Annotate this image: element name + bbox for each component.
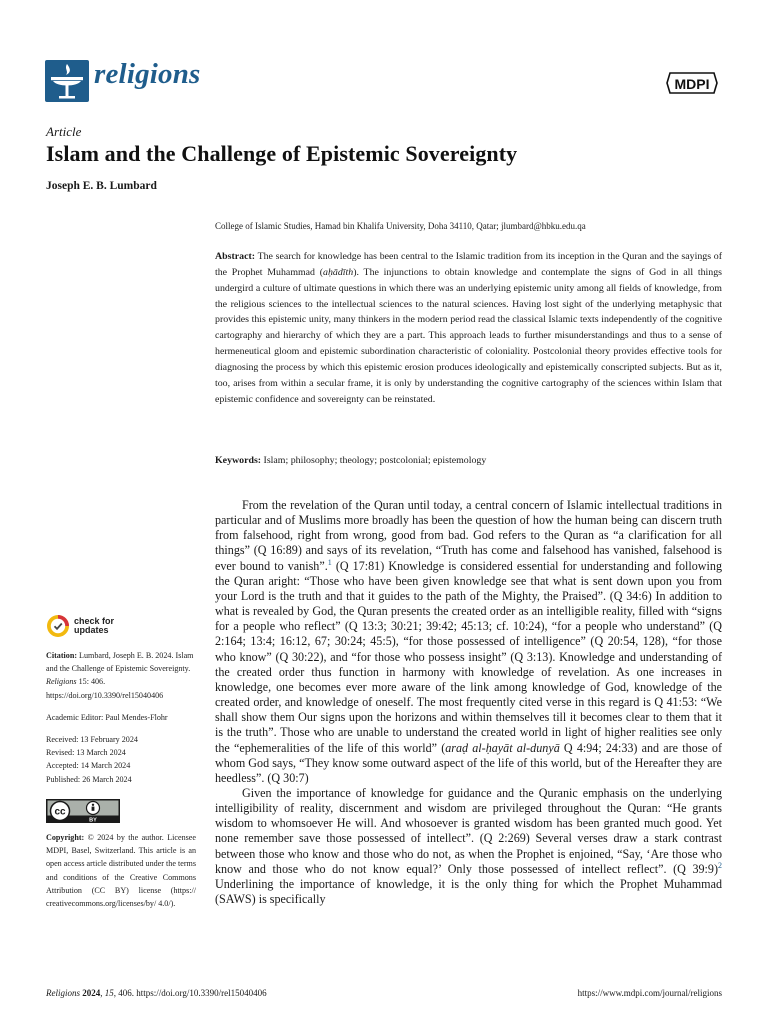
abstract-term: aḥādīth xyxy=(323,266,354,278)
academic-editor: Academic Editor: Paul Mendes-Flohr xyxy=(46,712,168,722)
by-label: BY xyxy=(89,817,97,823)
footer-year: 2024 xyxy=(82,988,101,998)
footer-journal-url[interactable]: https://www.mdpi.com/journal/religions xyxy=(577,988,722,998)
date-revised: Revised: 13 March 2024 xyxy=(46,748,126,758)
footnote-1-link[interactable]: 1 xyxy=(327,557,332,567)
paragraph-2-part-b: Underlining the importance of knowledge, it is the only thing for which the Prophet Muhammad (SAWS) is specifically xyxy=(215,876,722,907)
footer-volume: 15 xyxy=(104,988,114,998)
abstract-text-1: The search for knowledge has been central to the Islamic tradition from its inception in the Quran and the sayings of the Prophet Muhammad ( xyxy=(215,251,722,278)
paragraph-1-part-b: (Q 17:81) Knowledge is considered essential for understanding and following the Quran aright: “Those who have been given knowledge see that what is sent down upon you from your Lord is the truth and that it guides to the path of the Mighty, the Praised”. (Q 34:6) In addition to what is revealed by God, the Quran presents the created order as an intelligible reality, filled with “signs for a people who reflect” (Q 13:3; 30:21; 39:42; 45:13; cf. 10:24), “for a people who understand” (Q 2:164; 13:4; 16:12, 67; 30:24; 45:5), “for those possessed of intelligence” (Q 20:54, 128), “for those who know” (Q 30:22), and “for those who possess insight” (Q 3:13). Knowledge and understanding of the created order thus function in harmony with knowledge of revelation. As one increases in knowledge, one becomes ever more aware of the link among knowledge of God, knowledge of the created order, and knowledge of oneself. The most frequently cited verse in this regard is Q 41:53: “We shall show them Our signs upon the horizons and within themselves till it becomes clear to them that it is the truth”. Those who are unable to understand the created world in light of higher realities see only the “ephemeralities of the life of this world” ( xyxy=(215,558,722,755)
citation-text: Lumbard, Joseph E. B. 2024. Islam and the Challenge of Epistemic Sovereignty. xyxy=(46,651,194,674)
date-received: Received: 13 February 2024 xyxy=(46,735,138,745)
citation-label: Citation: xyxy=(46,651,78,660)
publisher-name: MDPI xyxy=(674,76,710,92)
keywords xyxy=(215,455,486,466)
journal-name[interactable]: religions xyxy=(94,58,201,90)
copyright-text: © 2024 by the author. Licensee MDPI, Basel, Switzerland. This article is an open access article distributed under the terms and conditions of the Creative Commons Attribution (CC BY) license (https:// creativecommons.org/licenses/by/ 4.0/). xyxy=(46,833,196,909)
article-type: Article xyxy=(46,124,82,139)
author-name[interactable]: Joseph E. B. Lumbard xyxy=(46,180,157,192)
copyright-label: Copyright: xyxy=(46,833,85,843)
check-updates-line2: updates xyxy=(74,625,109,635)
paragraph-1-term: araḍ al-ḥayāt al-dunyā xyxy=(445,740,560,755)
footnote-2-link[interactable]: 2 xyxy=(718,860,722,870)
abstract-text-2: ). The injunctions to obtain knowledge and contemplate the signs of God in all things undergird a culture of ultimate questions in which there was an underlying epistemic unity among all fields of knowledge, from the religious sciences to the intellectual sciences to the natural sciences. Having lost sight of the underlying metaphysic that provides this epistemic unity, many thinkers in the modern period read the classical Islamic texts independently of the cognitive cartography and hierarchy of which they are a part. This approach leads to further misunderstandings and thus to a sense of hermeneutical gloom and epistemic subordination characteristic of coloniality. Postcolonial theory provides effective tools for diagnosing the process by which this epistemic erosion produces ideologically and epistemically conscripted subjects. But as it, too, arises from within a secular frame, it is only by understanding the cognitive cartography of the sciences within Islam that epistemic confidence and sovereignty can be reinstated. xyxy=(215,266,723,405)
citation xyxy=(46,649,196,702)
check-for-updates-icon xyxy=(46,614,70,638)
sidebar xyxy=(46,612,196,910)
abstract-label: Abstract: xyxy=(215,251,256,262)
paragraph-1-part-c: Q 4:94; 24:33) and are those of whom God says, “They know some outward aspect of the life of this world, but of the Hereafter they are heedless”. (Q 30:7) xyxy=(215,740,723,785)
citation-journal: Religions xyxy=(46,677,77,687)
check-updates-line1: check for xyxy=(74,615,115,626)
mdpi-logo[interactable] xyxy=(664,70,720,96)
cc-label: cc xyxy=(54,806,66,818)
religions-logo-icon xyxy=(45,60,89,102)
keywords-label: Keywords: xyxy=(215,455,262,466)
paragraph-1-part-a: From the revelation of the Quran until today, a central concern of Islamic intellectual traditions in particular and of Muslims more broadly has been the question of how the human being can discern truth from falsehood, right from wrong, good from bad. God refers to the Quran as “a clarification for all things” (Q 16:89) and says of its revelation, “Truth has come and falsehood has vanished, falsehood is ever bound to vanish”. xyxy=(215,498,722,573)
author-affiliation: College of Islamic Studies, Hamad bin Khalifa University, Doha 34110, Qatar; jlumbard@hbku.edu.qa xyxy=(215,221,586,231)
date-accepted: Accepted: 14 March 2024 xyxy=(46,761,131,771)
paragraph-2-part-a: Given the importance of knowledge for guidance and the Quranic emphasis on the underlying intelligibility of reality, discernment and wisdom are privileged throughout the Quran: “He grants wisdom to whomsoever He will. And whosoever is granted wisdom has been granted much good. Yet none remember save those possessed of intellect”. (Q 2:269) Several verses draw a stark contrast between those who know and those who do not, as when the Prophet is enjoined, “Say, ‘Are those who know and those who do not know equal?’ Only those possessed of intellect reflect”. (Q 39:9) xyxy=(215,785,722,876)
cc-by-license-icon[interactable] xyxy=(46,799,120,823)
copyright-notice xyxy=(46,831,196,910)
footer-citation: Religions 2024, 15, 406. https://doi.org/10.3390/rel15040406 xyxy=(46,988,267,998)
citation-doi[interactable]: 15: 406. https://doi.org/10.3390/rel15040406 xyxy=(46,677,164,700)
main-text xyxy=(215,498,722,907)
abstract xyxy=(215,249,722,407)
keywords-text: Islam; philosophy; theology; postcolonial; epistemology xyxy=(261,455,487,466)
footer-doi[interactable]: , 406. https://doi.org/10.3390/rel15040406 xyxy=(113,988,267,998)
paragraph-1 xyxy=(215,498,722,786)
article-title: Islam and the Challenge of Epistemic Sovereignty xyxy=(46,141,518,166)
check-for-updates-button[interactable] xyxy=(46,612,196,640)
paragraph-2 xyxy=(215,786,722,907)
footer-journal: Religions xyxy=(46,988,80,998)
date-published: Published: 26 March 2024 xyxy=(46,774,132,784)
